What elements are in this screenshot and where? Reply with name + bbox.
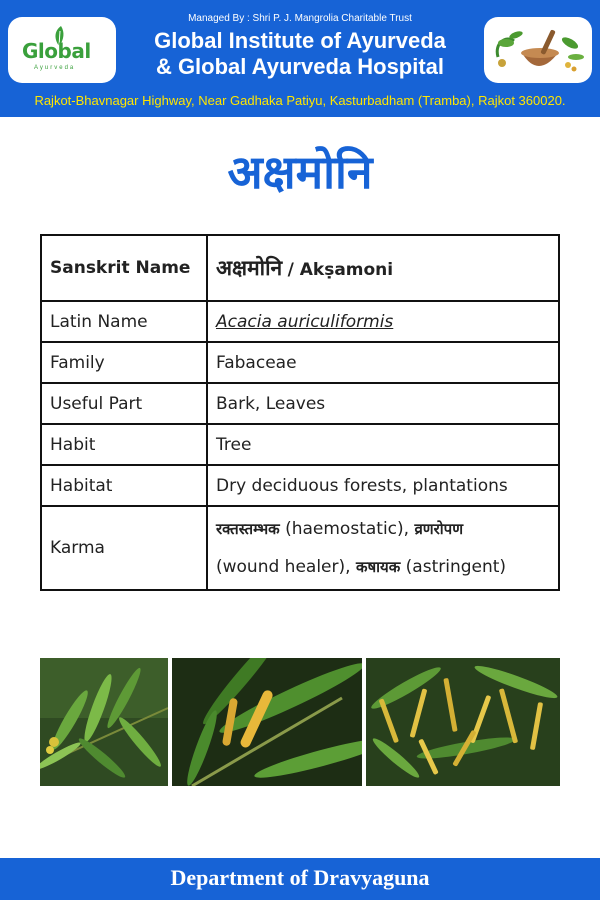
mortar-herbs-icon	[484, 17, 592, 83]
managed-by-text: Managed By : Shri P. J. Mangrolia Charitable Trust	[188, 13, 412, 24]
habitat-value: Dry deciduous forests, plantations	[207, 465, 559, 506]
institute-line-2: & Global Ayurveda Hospital	[155, 54, 445, 79]
sanskrit-name-value	[207, 235, 559, 301]
karma-term-astringent-dev: कषायक	[355, 558, 401, 576]
table-row	[41, 301, 559, 342]
logo-text: Global	[22, 39, 91, 63]
flower-spike-photo	[172, 658, 362, 786]
table-row	[41, 465, 559, 506]
useful-part-value: Bark, Leaves	[207, 383, 559, 424]
table-row	[41, 235, 559, 301]
sanskrit-name-label: Sanskrit Name	[41, 235, 207, 301]
address-bar: Rajkot-Bhavnagar Highway, Near Gadhaka Patiyu, Kasturbadham (Tramba), Rajkot 360020.	[0, 85, 600, 117]
habitat-label: Habitat	[41, 465, 207, 506]
karma-term-wound-dev: व्रणरोपण	[414, 520, 464, 538]
karma-term-wound-en: (wound healer),	[216, 557, 351, 577]
family-label: Family	[41, 342, 207, 383]
header-band	[0, 0, 600, 85]
sanskrit-transliteration: / Akṣamoni	[287, 260, 394, 280]
latin-name-text: Acacia auriculiformis	[216, 311, 394, 332]
latin-name-value	[207, 301, 559, 342]
karma-value	[207, 506, 559, 590]
plant-info-table	[40, 234, 560, 591]
page-title: अक्षमोनि	[227, 145, 373, 199]
sanskrit-devanagari: अक्षमोनि	[216, 256, 283, 280]
institute-line-1: Global Institute of Ayurveda	[154, 28, 446, 53]
latin-name-label: Latin Name	[41, 301, 207, 342]
herbs-mortar-image	[484, 17, 592, 83]
karma-term-haemostatic-en: (haemostatic),	[285, 519, 410, 539]
karma-line-1	[216, 510, 550, 548]
habit-label: Habit	[41, 424, 207, 465]
department-footer: Department of Dravyaguna	[0, 858, 600, 900]
table-row	[41, 383, 559, 424]
institute-title	[120, 28, 480, 80]
family-value: Fabaceae	[207, 342, 559, 383]
logo-subtext: Ayurveda	[34, 65, 76, 71]
karma-term-haemostatic-dev: रक्तस्तम्भक	[216, 520, 280, 538]
useful-part-label: Useful Part	[41, 383, 207, 424]
table-row	[41, 342, 559, 383]
global-logo	[8, 17, 116, 83]
plant-branch-photo	[40, 658, 168, 786]
table-row	[41, 506, 559, 590]
flowering-tree-photo	[366, 658, 560, 786]
karma-line-2	[216, 548, 550, 586]
table-row	[41, 424, 559, 465]
karma-term-astringent-en: (astringent)	[405, 557, 507, 577]
karma-label: Karma	[41, 506, 207, 590]
habit-value: Tree	[207, 424, 559, 465]
